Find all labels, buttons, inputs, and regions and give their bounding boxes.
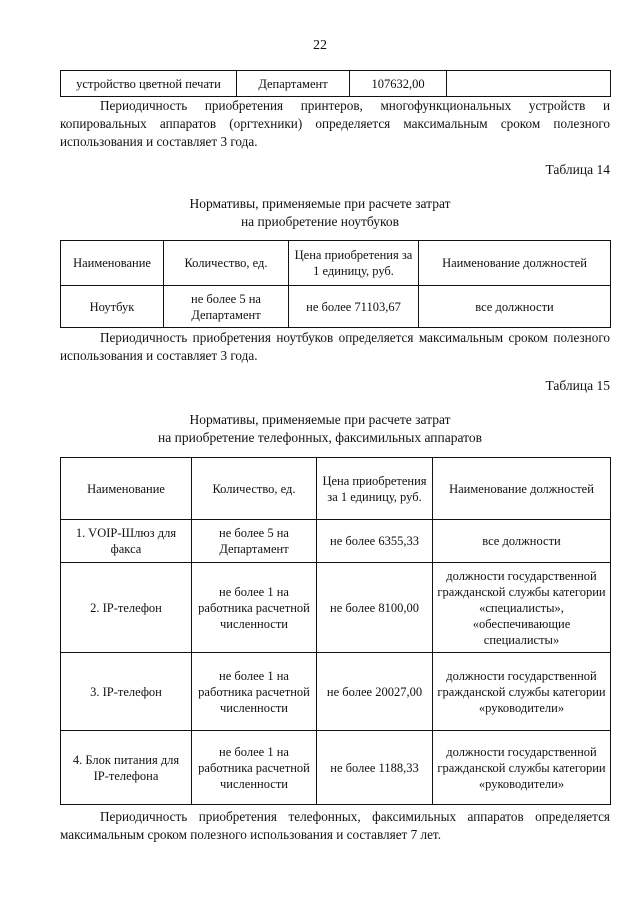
table-row <box>61 563 611 653</box>
table14-title-line2: на приобретение ноутбуков <box>240 214 400 229</box>
table-cell: 107632,00 <box>350 71 447 97</box>
table-cell: не более 1 на работника расчетной численности <box>192 563 317 653</box>
column-header: Наименование должностей <box>433 458 611 520</box>
table-cell: устройство цветной печати <box>61 71 237 97</box>
table-cell: Ноутбук <box>61 286 164 328</box>
table-row <box>61 71 611 97</box>
page-number: 22 <box>313 38 327 53</box>
column-header: Цена приобретения за 1 единицу, руб. <box>317 458 433 520</box>
table-header-row <box>61 458 611 520</box>
table-cell: не более 71103,67 <box>289 286 419 328</box>
table-cell: не более 6355,33 <box>317 520 433 563</box>
table-cell: не более 8100,00 <box>317 563 433 653</box>
table-row <box>61 520 611 563</box>
table-cell: не более 5 на Департамент <box>164 286 289 328</box>
table-cell: не более 20027,00 <box>317 653 433 731</box>
table15-label: Таблица 15 <box>545 378 610 393</box>
table-row <box>61 731 611 805</box>
table-row <box>61 653 611 731</box>
table-header-row <box>61 241 611 286</box>
table15-title <box>0 411 640 447</box>
table-cell: 3. IP-телефон <box>61 653 192 731</box>
paragraph-notebooks: Периодичность приобретения ноутбуков определяется максимальным сроком полезного использования и составляет 3 года. <box>60 330 610 363</box>
paragraph-phones: Периодичность приобретения телефонных, факсимильных аппаратов определяется максимальным сроком полезного использования и составляет 7 лет. <box>60 809 610 842</box>
table15-title-line2: на приобретение телефонных, факсимильных аппаратов <box>158 430 482 445</box>
column-header: Наименование <box>61 458 192 520</box>
table-cell: Департамент <box>237 71 350 97</box>
table-cell <box>447 71 611 97</box>
table-cell: все должности <box>419 286 611 328</box>
table-cell: не более 1 на работника расчетной численности <box>192 731 317 805</box>
table-cell: 4. Блок питания для IP-телефона <box>61 731 192 805</box>
paragraph-orgtech: Периодичность приобретения принтеров, многофункциональных устройств и копировальных аппаратов (оргтехники) определяется максимальным сроком полезного использования и составляет 3 года. <box>60 98 610 149</box>
table15 <box>60 457 611 805</box>
column-header: Наименование должностей <box>419 241 611 286</box>
table-row <box>61 286 611 328</box>
table14-label: Таблица 14 <box>545 162 610 177</box>
table-cell: должности государственной гражданской службы категории «специалисты», «обеспечивающие специалисты» <box>433 563 611 653</box>
table-cell: должности государственной гражданской службы категории «руководители» <box>433 653 611 731</box>
table-cell: не более 1 на работника расчетной численности <box>192 653 317 731</box>
column-header: Наименование <box>61 241 164 286</box>
column-header: Количество, ед. <box>192 458 317 520</box>
table14-title <box>0 195 640 231</box>
table-cell: должности государственной гражданской службы категории «руководители» <box>433 731 611 805</box>
table-cell: все должности <box>433 520 611 563</box>
table-cell: не более 5 на Департамент <box>192 520 317 563</box>
table-cell: 1. VOIP-Шлюз для факса <box>61 520 192 563</box>
table14 <box>60 240 611 328</box>
continued-table <box>60 70 611 97</box>
column-header: Количество, ед. <box>164 241 289 286</box>
table15-title-line1: Нормативы, применяемые при расчете затрат <box>189 412 451 427</box>
table-cell: 2. IP-телефон <box>61 563 192 653</box>
column-header: Цена приобретения за 1 единицу, руб. <box>289 241 419 286</box>
table14-title-line1: Нормативы, применяемые при расчете затрат <box>189 196 451 211</box>
table-cell: не более 1188,33 <box>317 731 433 805</box>
